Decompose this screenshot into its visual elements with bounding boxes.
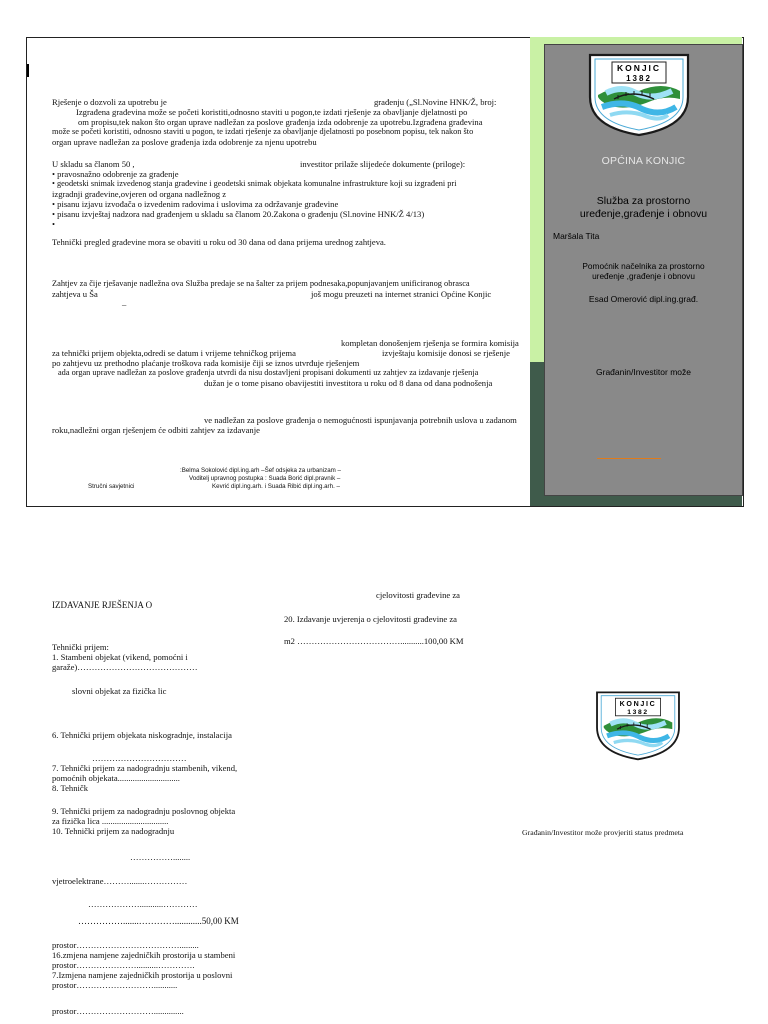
list-item: 16.zmjena namjene zajedničkih prostorija u stambeni xyxy=(52,950,236,960)
text-line: – xyxy=(122,299,127,309)
text-line: Tehnički pregled građevine mora se obaviti u roku od 30 dana od dana prijema urednog zahtjeva. xyxy=(52,237,386,247)
text-line: zahtjeva u Ša xyxy=(52,289,98,299)
text-line: om propisu,tek nakon što organ uprave nadležan za poslove građenja izda odobrenje za upotrebu.Izgrađena građevina xyxy=(78,117,483,127)
list-item: ………………...........………… xyxy=(88,899,198,909)
text-line: Izgrađena građevina može se početi koristiti,odnosno staviti u pogon,te izdati rješenje za obavljanje djelatnosti po xyxy=(76,107,468,117)
list-item: prostor……………………….............. xyxy=(52,1006,184,1016)
bullet-line: izgradnji građevine,ovjeren od organa nadležnog z xyxy=(52,189,227,199)
service-title-line1: Služba za prostorno xyxy=(596,195,691,207)
municipality-title: OPĆINA KONJIC xyxy=(601,155,686,167)
service-title-line2: uređenje,građenje i obnovu xyxy=(579,208,708,220)
konjic-coat-of-arms-logo xyxy=(584,51,694,137)
price-line: …………….......…………............50,00 KM xyxy=(78,916,239,926)
section-heading: IZDAVANJE RJEŠENJA O xyxy=(52,600,153,610)
signature-line: Voditelj upravnog postupka : Suada Borić dipl.pravnik – xyxy=(189,475,341,482)
list-item: …………………………… xyxy=(92,753,187,763)
list-item: 10. Tehnički prijem za nadogradnju xyxy=(52,826,175,836)
logo-year: 1382 xyxy=(627,709,649,717)
street-address: Maršala Tita xyxy=(553,231,600,241)
text-line: cjelovitosti građevine za xyxy=(376,590,460,600)
text-line: Zahtjev za čije rješavanje nadležna ova Služba predaje se na šalter za prijem podnesaka,popunjavanjem unificiranog obrasca xyxy=(52,279,470,288)
list-item: 8. Tehničk xyxy=(52,783,88,793)
text-line: za tehnički prijem objekta,odredi se datum i vrijeme tehničkog prijema xyxy=(52,348,296,358)
bullet-line: • xyxy=(52,219,56,229)
text-line: može se početi koristiti, odnosno staviti u pogon, te izdati rješenje za obavljanje djelatnosti po posebnom popisu, tek nakon što xyxy=(52,127,474,136)
list-item: garaže)…………………………………… xyxy=(52,662,198,672)
list-item: slovni objekat za fizička lic xyxy=(72,686,167,696)
text-line: po zahtjevu uz prethodno plaćanje troškova rada komisije čiji se iznos utvrđuje rješenjem xyxy=(52,358,360,368)
text-line: dužan je o tome pisano obavijestiti investitora u roku od 8 dana od dana podnošenja xyxy=(204,378,493,388)
text-line: kompletan donošenjem rješenja se formira komisija xyxy=(341,338,519,348)
signature-line: :Belma Sokolović dipl.ing.arh –Šef odsjeka za urbanizam – xyxy=(180,467,341,474)
text-line: ada organ uprave nadležan za poslove građenja utvrdi da nisu dostavljeni propisani dokumenti uz zahtjev za izdavanje rješenja xyxy=(58,368,479,377)
text-cursor xyxy=(27,64,29,77)
bullet-line: • geodetski snimak izvedenog stanja građevine i geodetski snimak objekata komunalne infrastrukture koji su izgrađeni pri xyxy=(52,179,457,188)
list-item: prostor………………………........... xyxy=(52,980,178,990)
text-line: građenju („Sl.Novine HNK/Ž, broj: xyxy=(374,97,497,107)
bullet-line: • pisanu izjavu izvođača o izvedenim radovima i uslovima za održavanje građevine xyxy=(52,199,339,209)
text-line: investitor prilaže slijedeće dokumente (priloge): xyxy=(300,159,466,169)
list-item: za fizička lica ............................... xyxy=(52,816,169,826)
list-item: prostor…………………..........…………. xyxy=(52,960,195,970)
logo-text: KONJIC xyxy=(616,63,662,73)
assistant-title-line1: Pomoćnik načelnika za prostorno xyxy=(582,261,705,271)
orange-divider xyxy=(597,458,661,459)
text-line: U skladu sa članom 50 , xyxy=(52,159,135,169)
list-item: 7. Tehnički prijem za nadogradnju stambenih, vikend, xyxy=(52,763,238,773)
assistant-name: Esad Omerović dipl.ing.građ. xyxy=(588,294,699,304)
assistant-title-line2: uređenje ,građenje i obnovu xyxy=(592,271,695,281)
signature-line: Kevrić dipl.ing.arh. i Suada Ribić dipl.ing.arh. – xyxy=(212,483,340,490)
investor-heading: Građanin/Investitor može xyxy=(596,367,691,377)
text-line: organ uprave nadležan za poslove građenja izda odobrenje za njenu upotrebu xyxy=(52,137,317,147)
bullet-line: • pravosnažno odobrenje za građenje xyxy=(52,169,179,179)
price-line: m2 ………………………………...........100,00 KM xyxy=(284,636,464,646)
text-line: još mogu preuzeti na internet stranici Općine Konjic xyxy=(311,289,492,299)
status-check-text: Građanin/Investitor može provjeriti status predmeta xyxy=(522,828,684,837)
list-item: 9. Tehnički prijem za nadogradnju poslovnog objekta xyxy=(52,806,236,816)
text-line: Rješenje o dozvoli za upotrebu je xyxy=(52,97,167,107)
list-item: ……………........ xyxy=(130,852,191,862)
list-item: 7.Izmjena namjene zajedničkih prostorija u poslovni xyxy=(52,970,233,980)
text-line: ve nadležan za poslove građenja o nemogućnosti ispunjavanja potrebnih uslova u zadanom xyxy=(204,415,517,425)
text-line: izvještaju komisije donosi se rješenje xyxy=(382,348,510,358)
signature-line: Stručni savjetnici xyxy=(88,483,135,490)
list-item: prostor………………………………......... xyxy=(52,940,199,950)
text-line: Tehnički prijem: xyxy=(52,642,109,652)
bullet-line: • pisanu izvještaj nadzora nad građenjem u skladu sa članom 20.Zakona o građenju (Sl.novine HNK/Ž 4/13) xyxy=(52,209,425,219)
brochure-cover xyxy=(544,44,743,496)
list-item: 6. Tehnički prijem objekata niskogradnje, instalacija xyxy=(52,730,232,740)
konjic-coat-of-arms-logo xyxy=(592,688,684,762)
list-item: vjetroelektrane……….......…………… xyxy=(52,876,188,886)
list-item: pomoćnih objekata............................. xyxy=(52,773,180,783)
text-line: 20. Izdavanje uvjerenja o cjelovitosti građevine za xyxy=(284,614,457,624)
logo-text: KONJIC xyxy=(619,699,657,708)
logo-year: 1382 xyxy=(626,74,652,83)
text-line: roku,nadležni organ rješenjem će odbiti zahtjev za izdavanje xyxy=(52,425,260,435)
list-item: 1. Stambeni objekat (vikend, pomoćni i xyxy=(52,652,188,662)
